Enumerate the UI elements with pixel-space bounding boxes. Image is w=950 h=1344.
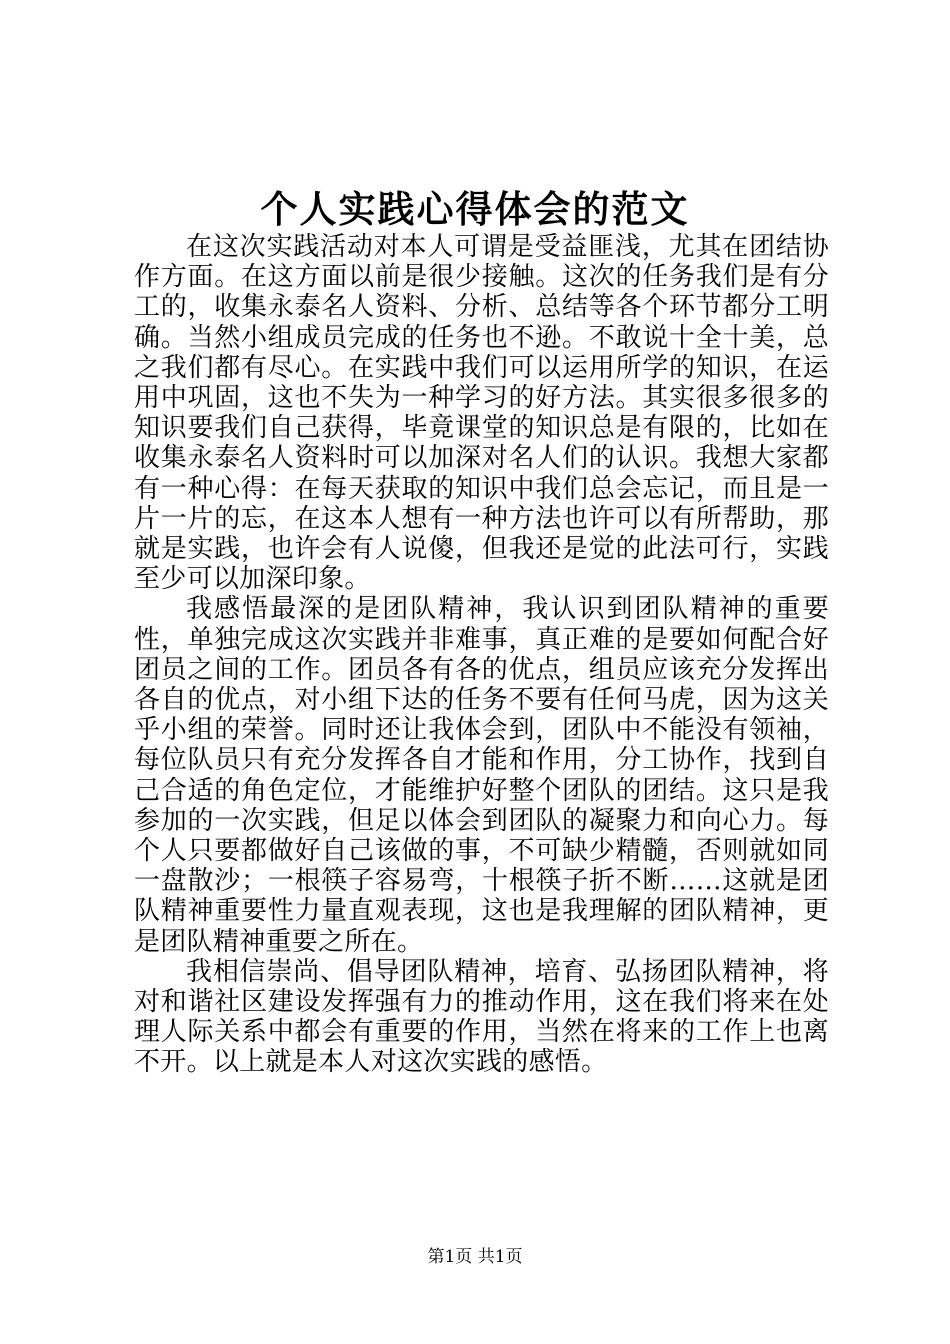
page-footer: 第1页 共1页 (427, 1247, 523, 1267)
paragraph-2: 我感悟最深的是团队精神，我认识到团队精神的重要性，单独完成这次实践并非难事，真正难的是要如何配合好团员之间的工作。团员各有各的优点，组员应该充分发挥出各自的优点，对小组下达的任务不要有任何马虎，因为这关乎小组的荣誉。同时还让我体会到，团队中不能没有领袖，每位队员只有充分发挥各自才能和作用，分工协作，找到自己合适的角色定位，才能维护好整个团队的团结。这只是我参加的一次实践，但足以体会到团队的凝聚力和向心力。每个人只要都做好自己该做的事，不可缺少精髓，否则就如同一盘散沙；一根筷子容易弯，十根筷子折不断……这就是团队精神重要性力量直观表现，这也是我理解的团队精神，更是团队精神重要之所在。 (134, 594, 829, 957)
paragraph-3: 我相信崇尚、倡导团队精神，培育、弘扬团队精神，将对和谐社区建设发挥强有力的推动作用，这在我们将来在处理人际关系中都会有重要的作用，当然在将来的工作上也离不开。以上就是本人对这次实践的感悟。 (134, 956, 829, 1078)
paragraph-1: 在这次实践活动对本人可谓是受益匪浅，尤其在团结协作方面。在这方面以前是很少接触。这次的任务我们是有分工的，收集永泰名人资料、分析、总结等各个环节都分工明确。当然小组成员完成的任务也不逊。不敢说十全十美，总之我们都有尽心。在实践中我们可以运用所学的知识，在运用中巩固，这也不失为一种学习的好方法。其实很多很多的知识要我们自己获得，毕竟课堂的知识总是有限的，比如在收集永泰名人资料时可以加深对名人们的认识。我想大家都有一种心得：在每天获取的知识中我们总会忘记，而且是一片一片的忘，在这本人想有一种方法也许可以有所帮助，那就是实践，也许会有人说傻，但我还是觉的此法可行，实践至少可以加深印象。 (134, 232, 829, 595)
document-body (134, 232, 829, 1078)
document-title: 个人实践心得体会的范文 (260, 187, 690, 231)
